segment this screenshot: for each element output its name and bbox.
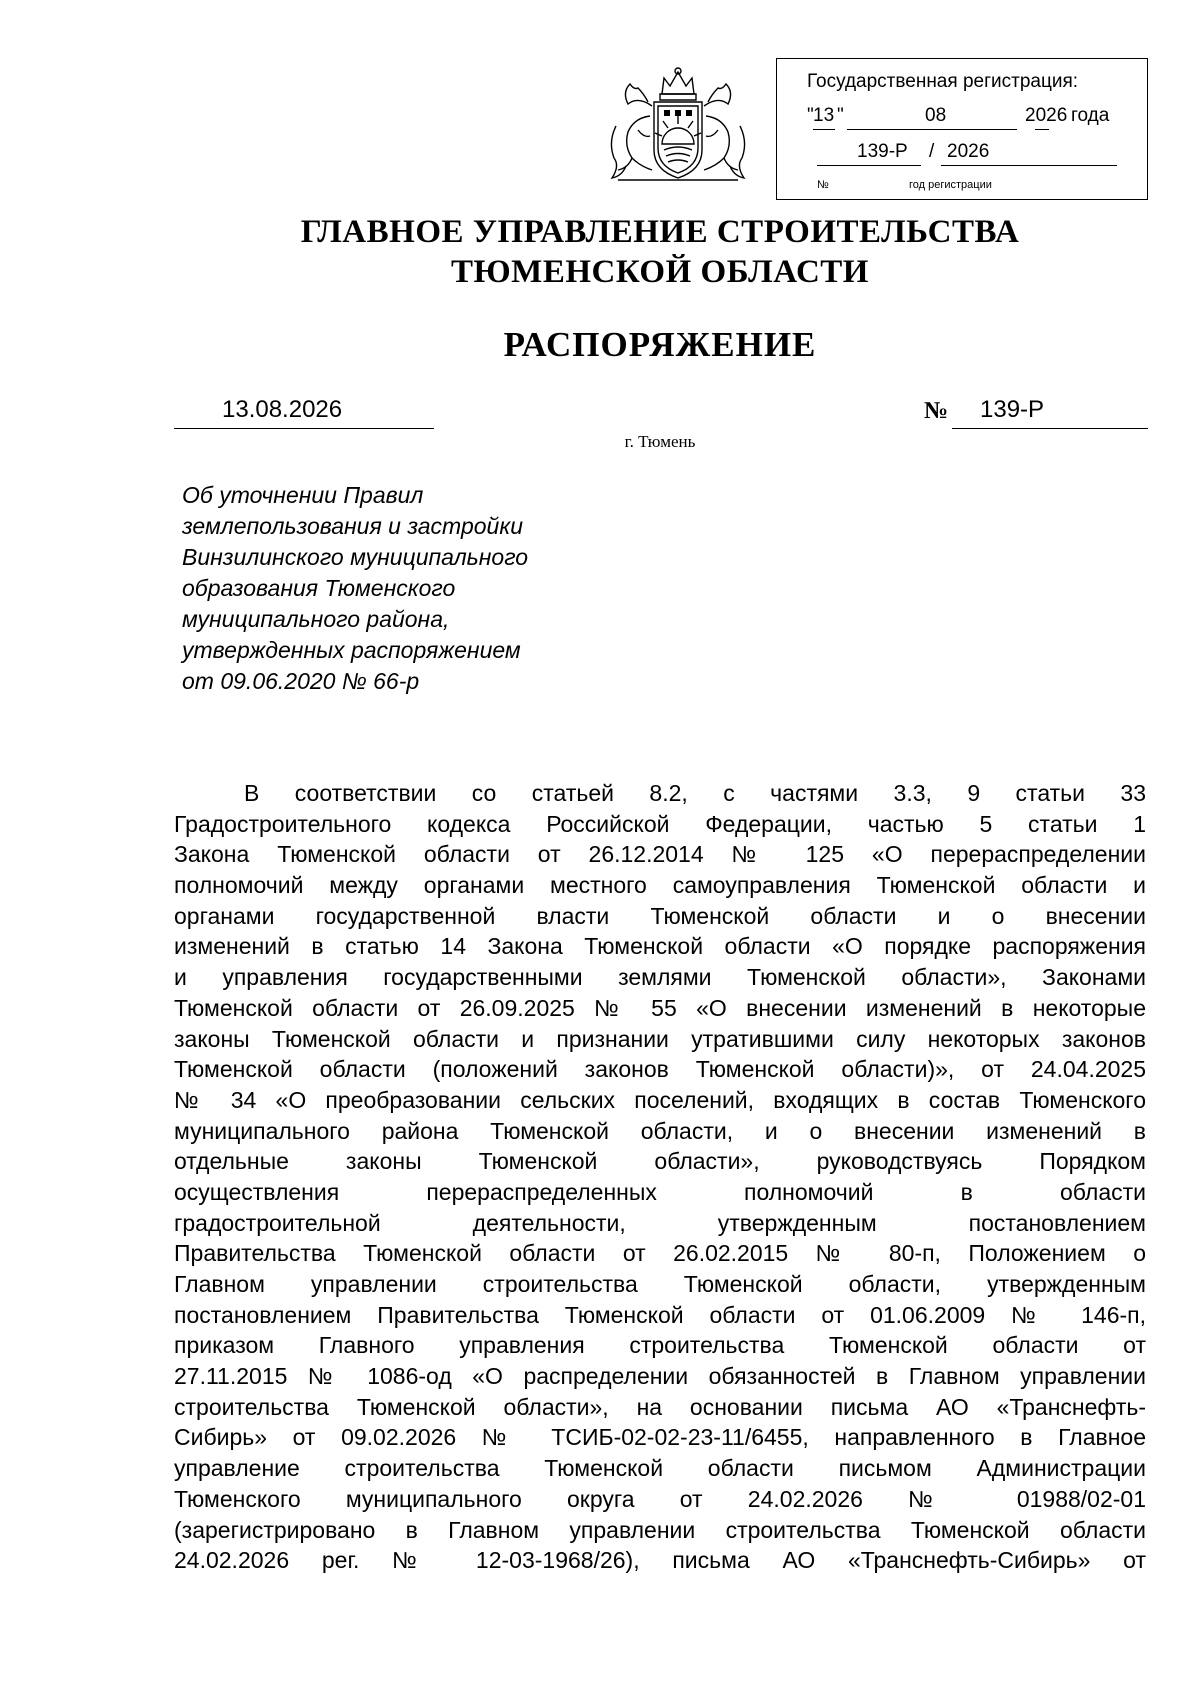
registration-day: 13 (813, 105, 835, 126)
document-date: 13.08.2026 (222, 396, 343, 423)
subject-line: от 09.06.2020 № 66-р (182, 668, 420, 694)
registration-stamp (776, 58, 1148, 200)
body-line: Сибирь» от 09.02.2026 № ТСИБ-02-02-23-11/6455, направленного в Главное (174, 1424, 1146, 1451)
registration-month: 08 (925, 105, 947, 126)
document-number-field (952, 396, 1148, 429)
body-line: изменений в статью 14 Закона Тюменской области «О порядке распоряжения (174, 933, 1146, 960)
body-line: Закона Тюменской области от 26.12.2014 № 125 «О перераспределении (174, 841, 1146, 868)
body-line: муниципального района Тюменской области, и о внесении изменений в (174, 1117, 1146, 1144)
body-line: управление строительства Тюменской области письмом Администрации (174, 1455, 1146, 1482)
subject-line: утвержденных распоряжением (182, 637, 521, 663)
body-line: градостроительной деятельности, утвержденным постановлением (174, 1209, 1146, 1236)
body-line: В соответствии со статьей 8.2, с частями 3.3, 9 статьи 33 (244, 780, 1146, 806)
registration-day-underline (813, 129, 835, 130)
body-line: Градостроительного кодекса Российской Федерации, частью 5 статьи 1 (174, 810, 1146, 837)
document-title: РАСПОРЯЖЕНИЕ (503, 325, 817, 364)
registration-number: 139-Р (857, 141, 908, 162)
registration-title: Государственная регистрация: (807, 71, 1079, 92)
body-line: полномочий между органами местного самоуправления Тюменской области и (174, 872, 1146, 899)
body-paragraph (174, 778, 1146, 1576)
body-line: и управления государственными землями Тюменской области», Законами (174, 964, 1146, 991)
body-line: приказом Главного управления строительства Тюменской области от (174, 1332, 1146, 1359)
subject-line: муниципального района, (182, 606, 450, 632)
document-subject (182, 480, 602, 697)
registration-slash: / (929, 141, 935, 162)
registration-year-underline (1035, 129, 1049, 130)
body-line: Главном управлении строительства Тюменской области, утвержденным (174, 1271, 1146, 1297)
body-line: законы Тюменской области и признании утратившими силу некоторых законов (174, 1025, 1146, 1052)
document-number-sign: № (924, 398, 949, 424)
registration-day-quote-open: " (807, 105, 814, 126)
body-line: органами государственной власти Тюменской области и о внесении (174, 902, 1146, 929)
registration-reg-year-underline (941, 165, 1117, 166)
registration-year-label: год регистрации (909, 179, 992, 191)
registration-date-line (807, 105, 1127, 131)
org-name-line-1: ГЛАВНОЕ УПРАВЛЕНИЕ СТРОИТЕЛЬСТВА (300, 214, 1020, 250)
registration-number-underline (817, 165, 921, 166)
body-line: № 34 «О преобразовании сельских поселений, входящих в состав Тюменского (174, 1086, 1146, 1113)
registration-reg-year: 2026 (947, 141, 990, 162)
registration-number-line (817, 141, 1117, 167)
subject-line: Винзилинского муниципального (182, 544, 529, 570)
document-number: 139-Р (980, 396, 1045, 423)
registration-year: 2026 (1025, 105, 1068, 126)
body-line: осуществления перераспределенных полномочий в области (174, 1178, 1146, 1205)
body-line: Тюменской области от 26.09.2025 № 55 «О внесении изменений в некоторые (174, 994, 1146, 1021)
coat-of-arms-emblem (598, 66, 758, 188)
body-line: 24.02.2026 рег. № 12-03-1968/26), письма АО «Транснефть-Сибирь» от (174, 1547, 1146, 1574)
document-date-field (174, 396, 434, 429)
body-line: строительства Тюменской области», на основании письма АО «Транснефть- (174, 1393, 1146, 1420)
body-line: Тюменской области (положений законов Тюменской области)», от 24.04.2025 (174, 1056, 1146, 1083)
org-name-line-2: ТЮМЕНСКОЙ ОБЛАСТИ (451, 254, 869, 290)
body-line: Тюменского муниципального округа от 24.02.2026 № 01988/02-01 (174, 1485, 1146, 1512)
body-line: отдельные законы Тюменской области», руководствуясь Порядком (174, 1148, 1146, 1175)
registration-day-quote-close: " (837, 105, 844, 126)
city: г. Тюмень (624, 432, 696, 451)
body-line: постановлением Правительства Тюменской области от 01.06.2009 № 146-п, (174, 1301, 1146, 1328)
body-line: Правительства Тюменской области от 26.02.2015 № 80-п, Положением о (174, 1240, 1146, 1267)
subject-line: землепользования и застройки (182, 513, 523, 539)
registration-month-underline (847, 129, 1017, 130)
subject-line: Об уточнении Правил (182, 482, 424, 508)
subject-line: образования Тюменского (182, 575, 456, 601)
registration-year-suffix: года (1071, 105, 1110, 126)
body-line: (зарегистрировано в Главном управлении строительства Тюменской области (174, 1516, 1146, 1543)
registration-number-label: № (817, 179, 829, 191)
body-line: 27.11.2015 № 1086-од «О распределении обязанностей в Главном управлении (174, 1363, 1146, 1390)
